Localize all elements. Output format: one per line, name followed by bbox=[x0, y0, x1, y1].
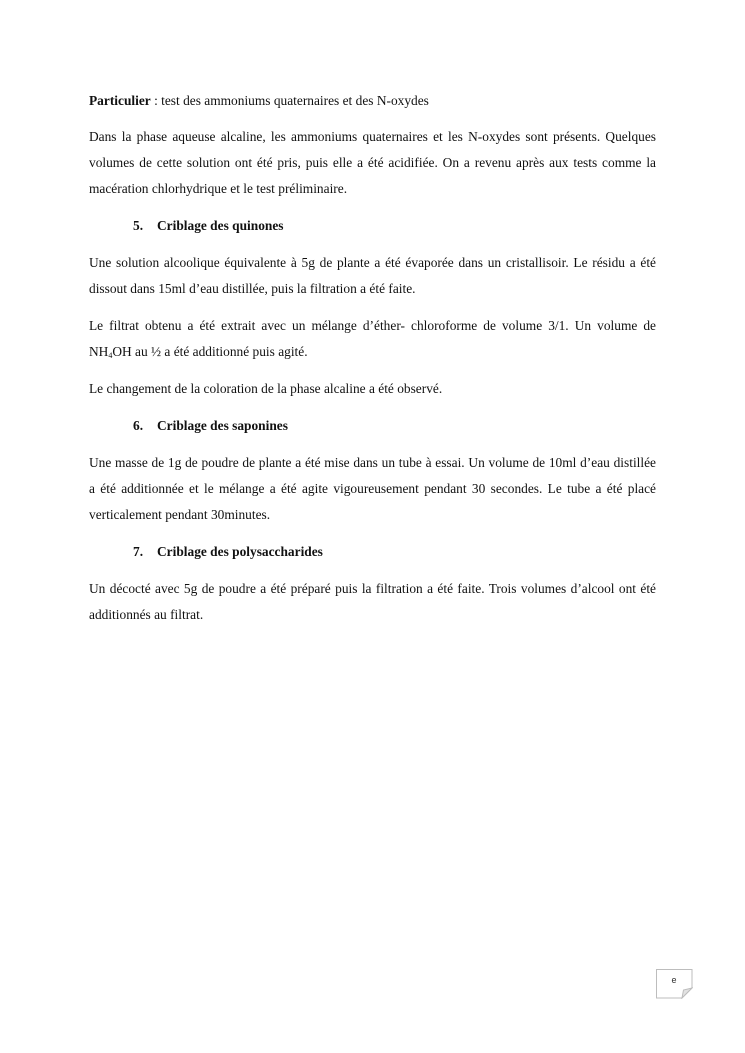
heading-saponines bbox=[133, 413, 656, 439]
paragraph-quinones-3: Le changement de la coloration de la phase alcaline a été observé. bbox=[89, 381, 443, 396]
heading-number: 7. bbox=[133, 544, 144, 559]
intro-line bbox=[89, 88, 656, 114]
heading-quinones bbox=[133, 213, 656, 239]
page-number-box bbox=[656, 969, 692, 998]
heading-title: Criblage des polysaccharides bbox=[157, 544, 323, 559]
paragraph-quinones-1: Une solution alcoolique équivalente à 5g de plante a été évaporée dans un cristallisoir. Le résidu a été dissout dans 15ml d’eau distillée, puis la filtration a été faite. bbox=[89, 255, 656, 296]
page-content bbox=[89, 88, 656, 639]
heading-title: Criblage des quinones bbox=[157, 218, 284, 233]
heading-polysaccharides bbox=[133, 539, 656, 565]
intro-label: Particulier bbox=[89, 93, 151, 108]
paragraph-text: OH au ½ a été additionné puis agité. bbox=[112, 344, 308, 359]
paragraph-alkaline-phase: Dans la phase aqueuse alcaline, les ammoniums quaternaires et les N-oxydes sont présents. Quelques volumes de cette solution ont été pris, puis elle a été acidifiée. On a revenu après aux tests comme la macération chlorhydrique et le test préliminaire. bbox=[89, 129, 656, 196]
paragraph-quinones-2 bbox=[89, 313, 656, 365]
paragraph-text: Le filtrat obtenu a été extrait avec un mélange d’éther- chloroforme de volume 3/1. Un volume de NH bbox=[89, 318, 656, 359]
paragraph-polysaccharides: Un décocté avec 5g de poudre a été préparé puis la filtration a été faite. Trois volumes d’alcool ont été additionnés au filtrat. bbox=[89, 581, 656, 622]
page-marker: e bbox=[671, 975, 677, 985]
paragraph-saponines: Une masse de 1g de poudre de plante a été mise dans un tube à essai. Un volume de 10ml d’eau distillée a été additionnée et le mélange a été agite vigoureusement pendant 30 secondes. Le tube a été placé verticalement pendant 30minutes. bbox=[89, 455, 656, 522]
heading-number: 5. bbox=[133, 218, 144, 233]
subscript: 4 bbox=[108, 351, 113, 360]
heading-title: Criblage des saponines bbox=[157, 418, 288, 433]
intro-text: : test des ammoniums quaternaires et des N-oxydes bbox=[150, 93, 429, 108]
heading-number: 6. bbox=[133, 418, 144, 433]
